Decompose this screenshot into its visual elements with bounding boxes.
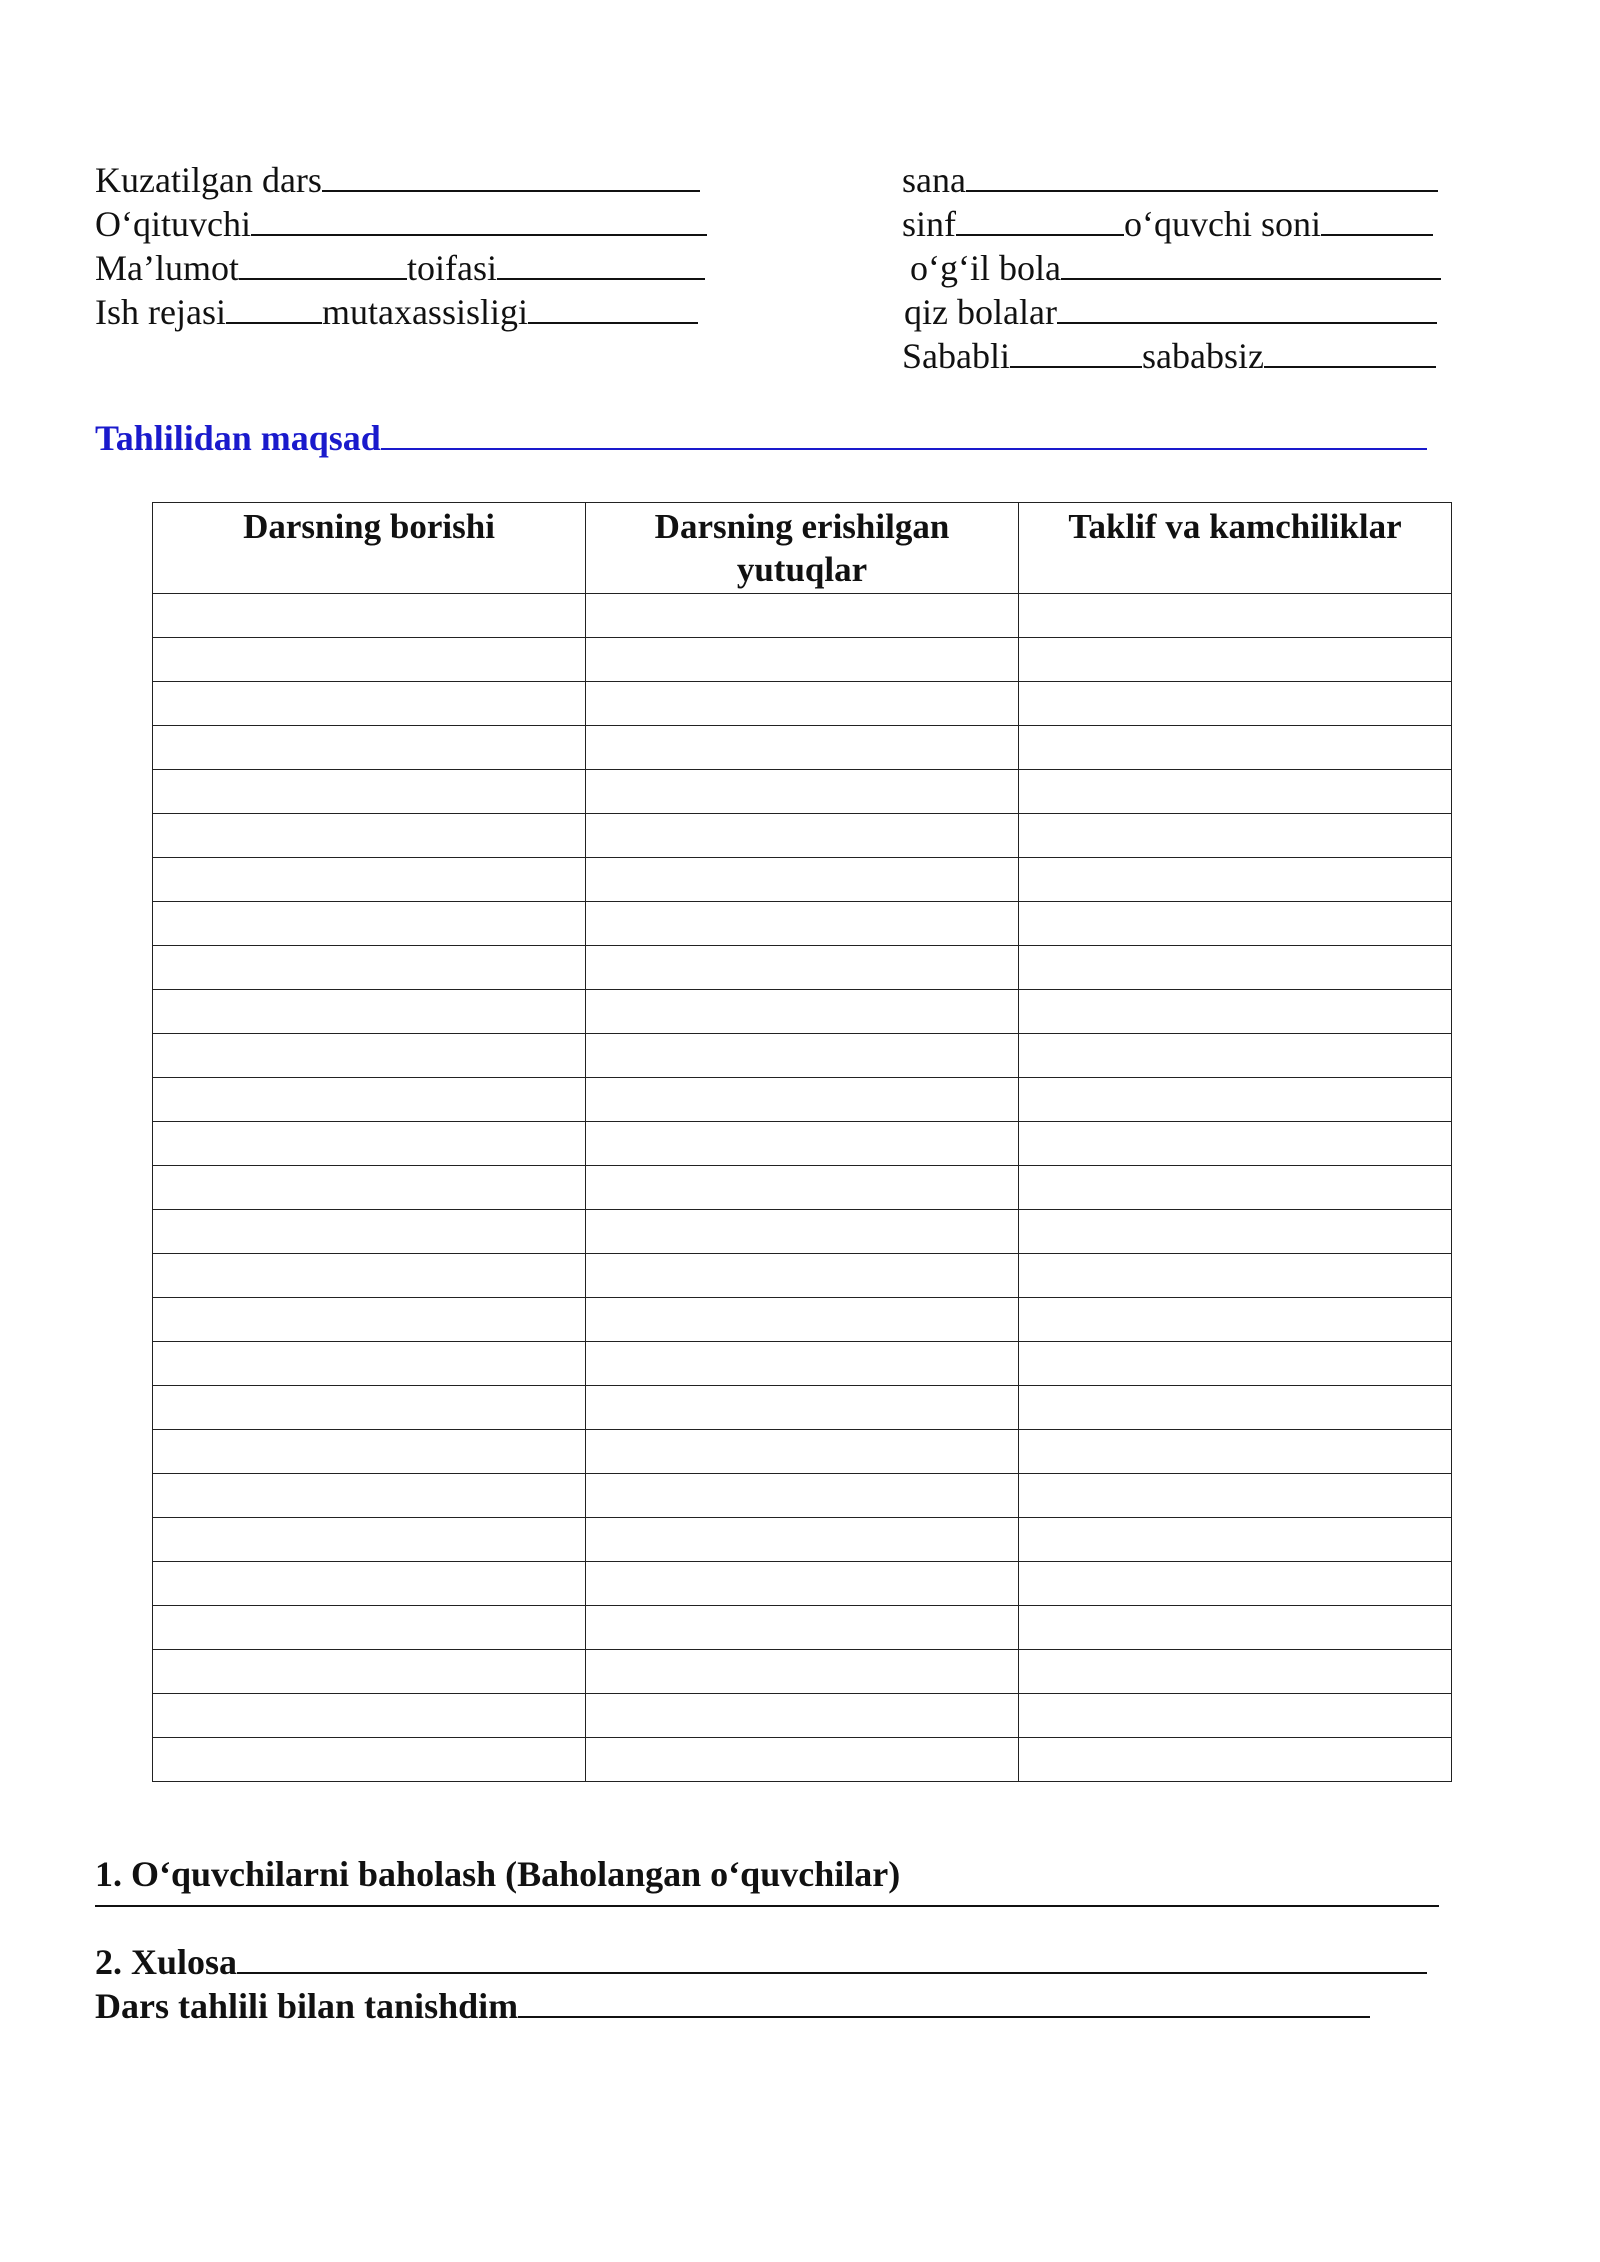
table-cell[interactable]: [153, 1254, 586, 1298]
table-cell[interactable]: [1019, 814, 1452, 858]
table-cell[interactable]: [153, 682, 586, 726]
table-cell[interactable]: [1019, 990, 1452, 1034]
table-cell[interactable]: [1019, 1298, 1452, 1342]
student-assessment-label: 1. O‘quvchilarni baholash (Baholangan o‘quvchilar): [95, 1854, 901, 1894]
table-cell[interactable]: [1019, 902, 1452, 946]
table-row: [153, 1430, 1452, 1474]
teacher-blank[interactable]: [251, 198, 707, 236]
table-row: [153, 814, 1452, 858]
table-cell[interactable]: [153, 1386, 586, 1430]
table-row: [153, 1606, 1452, 1650]
table-cell[interactable]: [586, 1342, 1019, 1386]
col-header-lesson-progress: Darsning borishi: [153, 503, 586, 594]
table-cell[interactable]: [586, 1166, 1019, 1210]
table-cell[interactable]: [586, 990, 1019, 1034]
absence-field[interactable]: [902, 330, 1436, 378]
table-cell[interactable]: [586, 902, 1019, 946]
table-row: [153, 726, 1452, 770]
table-cell[interactable]: [586, 946, 1019, 990]
table-cell[interactable]: [153, 1342, 586, 1386]
table-cell[interactable]: [586, 770, 1019, 814]
table-row: [153, 594, 1452, 638]
table-row: [153, 902, 1452, 946]
table-cell[interactable]: [586, 1254, 1019, 1298]
table-cell[interactable]: [1019, 638, 1452, 682]
table-row: [153, 1474, 1452, 1518]
table-cell[interactable]: [586, 1474, 1019, 1518]
table-cell[interactable]: [586, 858, 1019, 902]
boys-field[interactable]: [910, 242, 1441, 290]
table-cell[interactable]: [153, 594, 586, 638]
table-row: [153, 1254, 1452, 1298]
table-row: [153, 1034, 1452, 1078]
table-cell[interactable]: [153, 990, 586, 1034]
acknowledgement-label: Dars tahlili bilan tanishdim: [95, 1986, 519, 2026]
table-cell[interactable]: [586, 1386, 1019, 1430]
table-row: [153, 1342, 1452, 1386]
girls-label: qiz bolalar: [904, 292, 1057, 332]
student-count-label: o‘quvchi soni: [1124, 204, 1321, 244]
analysis-purpose-blank[interactable]: [381, 412, 1427, 450]
teacher-field[interactable]: [95, 198, 707, 246]
excused-blank[interactable]: [1010, 330, 1142, 368]
table-row: [153, 946, 1452, 990]
table-cell[interactable]: [153, 1034, 586, 1078]
table-cell[interactable]: [1019, 1210, 1452, 1254]
date-field[interactable]: [902, 154, 1438, 202]
table-cell[interactable]: [1019, 1738, 1452, 1782]
teacher-label: O‘qituvchi: [95, 204, 251, 244]
boys-label: o‘g‘il bola: [910, 248, 1061, 288]
table-cell[interactable]: [586, 1650, 1019, 1694]
table-cell[interactable]: [586, 1034, 1019, 1078]
table-cell[interactable]: [153, 638, 586, 682]
unexcused-label: sababsiz: [1141, 336, 1264, 376]
table-cell[interactable]: [153, 1738, 586, 1782]
table-cell[interactable]: [1019, 1342, 1452, 1386]
table-cell[interactable]: [1019, 1518, 1452, 1562]
acknowledgement-field[interactable]: [95, 1980, 1370, 2028]
table-cell[interactable]: [153, 1518, 586, 1562]
table-cell[interactable]: [1019, 1606, 1452, 1650]
table-cell[interactable]: [1019, 1078, 1452, 1122]
table-row: [153, 1210, 1452, 1254]
table-row: [153, 1078, 1452, 1122]
student-count-blank[interactable]: [1321, 198, 1433, 236]
table-cell[interactable]: [1019, 1254, 1452, 1298]
table-row: [153, 1694, 1452, 1738]
girls-blank[interactable]: [1057, 286, 1437, 324]
col-header-achievements: Darsning erishilgan yutuqlar: [586, 503, 1019, 594]
table-cell[interactable]: [153, 1694, 586, 1738]
table-row: [153, 1650, 1452, 1694]
specialty-label: mutaxassisligi: [321, 292, 528, 332]
date-label: sana: [902, 160, 966, 200]
table-cell[interactable]: [153, 814, 586, 858]
table-cell[interactable]: [1019, 770, 1452, 814]
table-body: [153, 594, 1452, 1782]
table-cell[interactable]: [1019, 1562, 1452, 1606]
girls-field[interactable]: [904, 286, 1437, 334]
table-cell[interactable]: [586, 594, 1019, 638]
table-cell[interactable]: [1019, 1650, 1452, 1694]
table-row: [153, 770, 1452, 814]
table-row: [153, 1562, 1452, 1606]
table-cell[interactable]: [1019, 1122, 1452, 1166]
table-cell[interactable]: [153, 946, 586, 990]
table-cell[interactable]: [586, 1430, 1019, 1474]
table-row: [153, 682, 1452, 726]
table-cell[interactable]: [586, 1298, 1019, 1342]
lesson-analysis-table: [152, 502, 1452, 1782]
table-cell[interactable]: [586, 1210, 1019, 1254]
table-cell[interactable]: [586, 1562, 1019, 1606]
table-cell[interactable]: [1019, 1694, 1452, 1738]
table-cell[interactable]: [153, 1166, 586, 1210]
table-cell[interactable]: [586, 1518, 1019, 1562]
table-row: [153, 1298, 1452, 1342]
table-cell[interactable]: [153, 726, 586, 770]
table-cell[interactable]: [1019, 1386, 1452, 1430]
category-label: toifasi: [406, 248, 497, 288]
table-cell[interactable]: [153, 1430, 586, 1474]
observed-lesson-field[interactable]: [95, 154, 700, 202]
conclusion-label: 2. Xulosa: [95, 1942, 238, 1982]
table-cell[interactable]: [1019, 1034, 1452, 1078]
observed-lesson-blank[interactable]: [322, 154, 700, 192]
specialty-blank[interactable]: [528, 286, 698, 324]
table-cell[interactable]: [153, 1298, 586, 1342]
table-row: [153, 1122, 1452, 1166]
acknowledgement-blank[interactable]: [518, 1980, 1370, 2018]
category-blank[interactable]: [497, 242, 705, 280]
analysis-purpose-field[interactable]: [95, 412, 1427, 461]
workplan-label: Ish rejasi: [95, 292, 226, 332]
table-cell[interactable]: [153, 1650, 586, 1694]
table-row: [153, 858, 1452, 902]
table-cell[interactable]: [586, 1078, 1019, 1122]
table-header-row: [153, 503, 1452, 594]
table-cell[interactable]: [1019, 1474, 1452, 1518]
class-blank[interactable]: [956, 198, 1124, 236]
table-cell[interactable]: [153, 1562, 586, 1606]
education-category-field[interactable]: [95, 242, 705, 290]
education-blank[interactable]: [239, 242, 407, 280]
table-cell[interactable]: [153, 1122, 586, 1166]
conclusion-blank[interactable]: [237, 1936, 1427, 1974]
table-cell[interactable]: [153, 1210, 586, 1254]
table-row: [153, 1166, 1452, 1210]
table-cell[interactable]: [586, 726, 1019, 770]
table-cell[interactable]: [153, 1474, 586, 1518]
table-cell[interactable]: [153, 770, 586, 814]
workplan-blank[interactable]: [226, 286, 322, 324]
student-assessment-blank[interactable]: [95, 1905, 1439, 1907]
table-cell[interactable]: [1019, 594, 1452, 638]
col-header-suggestions: Taklif va kamchiliklar: [1019, 503, 1452, 594]
table-cell[interactable]: [586, 1606, 1019, 1650]
table-cell[interactable]: [1019, 1430, 1452, 1474]
table-cell[interactable]: [586, 1694, 1019, 1738]
table-cell[interactable]: [586, 1738, 1019, 1782]
unexcused-blank[interactable]: [1264, 330, 1436, 368]
table-cell[interactable]: [1019, 682, 1452, 726]
date-blank[interactable]: [966, 154, 1438, 192]
table-row: [153, 1738, 1452, 1782]
education-label: Ma’lumot: [95, 248, 239, 288]
observed-lesson-label: Kuzatilgan dars: [95, 160, 322, 200]
table-cell[interactable]: [153, 1078, 586, 1122]
table-row: [153, 638, 1452, 682]
table-cell[interactable]: [153, 858, 586, 902]
table-cell[interactable]: [586, 1122, 1019, 1166]
table-row: [153, 1386, 1452, 1430]
workplan-specialty-field[interactable]: [95, 286, 698, 334]
table-cell[interactable]: [1019, 858, 1452, 902]
boys-blank[interactable]: [1061, 242, 1441, 280]
analysis-purpose-label: Tahlilidan maqsad: [95, 418, 381, 458]
table-row: [153, 990, 1452, 1034]
table-cell[interactable]: [1019, 1166, 1452, 1210]
table-cell[interactable]: [1019, 946, 1452, 990]
table-cell[interactable]: [1019, 726, 1452, 770]
table-cell[interactable]: [586, 638, 1019, 682]
table-row: [153, 1518, 1452, 1562]
class-count-field[interactable]: [902, 198, 1433, 246]
table-cell[interactable]: [153, 902, 586, 946]
table-cell[interactable]: [586, 682, 1019, 726]
class-label: sinf: [902, 204, 956, 244]
excused-label: Sababli: [902, 336, 1010, 376]
table-cell[interactable]: [153, 1606, 586, 1650]
conclusion-field[interactable]: [95, 1936, 1427, 1984]
table-cell[interactable]: [586, 814, 1019, 858]
